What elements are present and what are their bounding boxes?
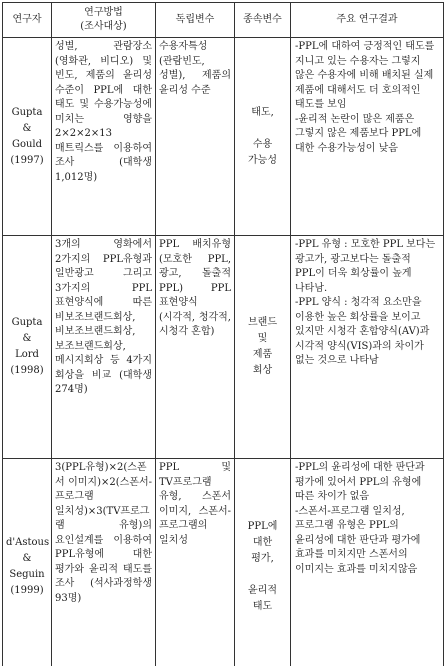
cell-method: 성별, 관람장소(영화관, 비디오) 및 빈도, 제품의 윤리성 수준이 PPL에 대한 태도 및 수용가능성에 미치는 영향을 2×2×2×13 매트릭스를 이용하여 조사 (대학생 1,012명): [52, 38, 156, 236]
researcher-line: (1999): [10, 584, 44, 596]
cell-independent: 수용자특성(관람빈도, 성별), 제품의 윤리성 수준: [156, 38, 235, 236]
dependent-line: 태도,: [251, 106, 274, 118]
finding-item: -PPL 양식 : 청각적 요소만을 이용한 높은 회상률을 보이고 있지만 시청각 혼합양식(AV)과 시각적 양식(VIS)과의 차이가 없는 것으로 나타남: [295, 297, 430, 366]
cell-dependent: [235, 236, 291, 459]
cell-findings: [291, 38, 444, 236]
researcher-line: Gupta: [11, 106, 43, 118]
researcher-line: (1998): [10, 365, 44, 376]
header-method-line1: 연구방법: [84, 6, 123, 18]
header-method-line2: (조사대상): [80, 21, 127, 32]
cell-method: 3개의 영화에서 2가지의 PPL유형과 일반광고 그리고 3가지의 PPL 표현양식에 따른 비보조브랜드회상, 비보조브랜드회상, 보조브랜드회상, 메시지회상 등 4가지 회상을 비교 (대학생 274명): [52, 236, 156, 459]
header-researcher: 연구자: [3, 3, 52, 38]
table-header-row: [3, 3, 444, 38]
dependent-line: [238, 121, 287, 137]
dependent-line: 태도: [252, 600, 273, 612]
researcher-line: (1997): [10, 154, 44, 166]
cell-dependent: [235, 38, 291, 236]
researcher-line: &: [22, 333, 32, 344]
finding-item: -PPL의 윤리성에 대한 판단과 평가에 있어서 PPL의 유형에 따른 차이가 없음: [295, 462, 425, 502]
dependent-line: [238, 567, 287, 583]
research-summary-table: [2, 2, 444, 666]
table-row: [3, 459, 444, 666]
header-findings: 주요 연구결과: [291, 3, 444, 38]
dependent-line: 평가,: [251, 552, 274, 564]
cell-findings: [291, 459, 444, 666]
dependent-line: PPL에: [247, 520, 278, 532]
dependent-line: 대한: [252, 536, 273, 548]
cell-researcher: [3, 38, 52, 236]
finding-item: -윤리적 논란이 많은 제품은 그렇지 않은 제품보다 PPL에 대한 수용가능성이 낮음: [295, 113, 422, 154]
dependent-line: 회상: [252, 365, 273, 376]
dependent-line: 윤리적: [248, 584, 277, 596]
finding-item: -PPL 유형 : 모호한 PPL 보다는 광고가, 광고보다는 돌출적 PPL이 더욱 회상률이 높게 나타남.: [295, 239, 436, 294]
cell-researcher: [3, 236, 52, 459]
cell-independent: PPL 및 TV프로그램 유형, 스폰서 이미지, 스폰서-프로그램의 일치성: [156, 459, 235, 666]
dependent-line: 가능성: [248, 154, 277, 166]
finding-item: -PPL에 대하여 긍정적인 태도를 지니고 있는 수용자는 그렇지 않은 수용자에 비해 배치된 실제 제품에 대해서도 더 호의적인 태도를 보임: [295, 41, 435, 110]
cell-researcher: [3, 459, 52, 666]
cell-method: 3(PPL유형)×2(스폰서 이미지)×2(스폰서-프로그램 일치성)×3(TV프로그램 유형)의 요인설계를 이용하여 PPL유형에 대한 평가와 윤리적 태도를 조사 (석사과정학생 93명): [52, 459, 156, 666]
dependent-line: 브랜드: [248, 317, 277, 328]
header-method: [52, 3, 156, 38]
header-independent: 독립변수: [156, 3, 235, 38]
cell-findings: [291, 236, 444, 459]
dependent-line: 및: [257, 333, 268, 344]
dependent-line: 수용: [252, 138, 273, 150]
researcher-line: d'Astous: [6, 536, 50, 548]
finding-item: -스폰서-프로그램 일치성, 프로그램 유형은 PPL의 윤리성에 대한 판단과 평가에 효과를 미치지만 스폰서의 이미지는 효과를 미치지않음: [295, 505, 421, 575]
header-dependent: 종속변수: [235, 3, 291, 38]
researcher-line: Seguin: [9, 568, 45, 580]
researcher-line: Gupta: [11, 317, 43, 328]
researcher-line: Gould: [11, 138, 43, 150]
table-row: [3, 236, 444, 459]
dependent-line: 제품: [252, 349, 273, 360]
table-row: [3, 38, 444, 236]
cell-independent: PPL 배치유형(모호한 PPL, 광고, 돌출적 PPL) PPL 표현양식(시각적, 청각적, 시청각 혼합): [156, 236, 235, 459]
researcher-line: Lord: [15, 349, 39, 360]
researcher-line: &: [22, 122, 32, 134]
cell-dependent: [235, 459, 291, 666]
researcher-line: &: [22, 552, 32, 564]
